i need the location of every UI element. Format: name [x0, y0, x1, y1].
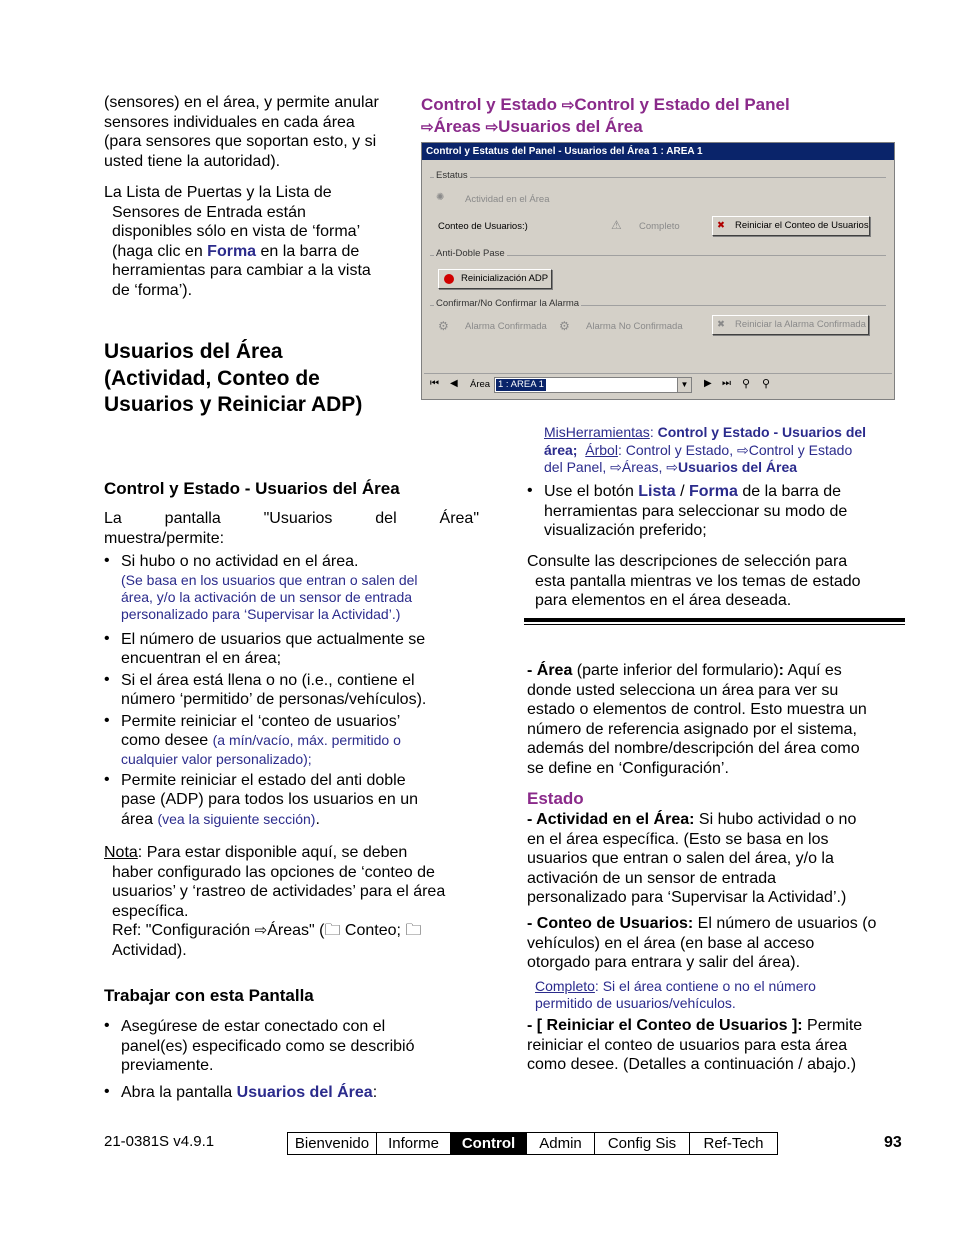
conteo-description: - Conteo de Usuarios: El número de usuarios (o vehículos) en el área (en base al acceso otorgado para entrara y salir del área).	[527, 915, 877, 971]
reinicializacion-adp-button[interactable]: Reinicialización ADP	[438, 269, 552, 289]
arrow-icon: ⇨	[666, 459, 678, 475]
lista-paragraph: La Lista de Puertas y la Lista de Sensores de Entrada están disponibles sólo en vista de ‘forma’ (haga clic en Forma en la barra de herramientas para cambiar a la vista de ‘forma’).	[104, 184, 371, 299]
subheading: Control y Estado - Usuarios del Área	[104, 479, 400, 498]
list-item: • Abra la pantalla Usuarios del Área:	[104, 1082, 378, 1101]
reiniciar-alarma-button[interactable]: ✖ Reiniciar la Alarma Confirmada	[712, 315, 869, 335]
previous-record-icon[interactable]: ◀	[450, 378, 458, 389]
dialog-title: Control y Estatus del Panel - Usuarios del Área 1 : AREA 1	[422, 143, 894, 160]
page-number: 93	[884, 1134, 902, 1151]
features-list	[104, 552, 474, 829]
warning-icon: ⚠	[611, 218, 622, 232]
list-item: • Si el área está llena o no (i.e., contiene el número ‘permitido’ de personas/vehículos).	[104, 670, 427, 708]
reset-icon: ✖	[717, 220, 725, 231]
tab-bienvenido[interactable]: Bienvenido	[288, 1133, 377, 1154]
completo-note: Completo: Si el área contiene o no el número permitido de usuarios/vehículos.	[535, 978, 816, 1011]
gear-icon: ⚙	[559, 319, 570, 333]
section-divider	[524, 618, 905, 622]
list-item: • Asegúrese de estar conectado con el panel(es) especificado como se describió previamente.	[104, 1017, 415, 1074]
nota-paragraph: Nota: Para estar disponible aquí, se deben haber configurado las opciones de ‘conteo de usuarios’ y ‘rastreo de actividades’ para el área específica. Ref: "Configuración ⇨Áreas" (🗀 Conteo; 🗀 Actividad).	[104, 844, 446, 959]
folder-icon: 🗀	[405, 922, 422, 939]
activity-icon: ✺	[436, 192, 445, 203]
next-record-icon[interactable]: ▶	[704, 378, 712, 389]
arrow-icon: ⇨	[561, 97, 575, 114]
find-icon[interactable]: ⚲	[762, 378, 771, 390]
navigation-path: Control y Estado ⇨Control y Estado del Panel ⇨Áreas ⇨Usuarios del Área	[421, 95, 790, 136]
arrow-icon: ⇨	[421, 118, 434, 136]
tab-ref-tech[interactable]: Ref-Tech	[703, 1135, 764, 1152]
tab-admin[interactable]: Admin	[527, 1133, 595, 1154]
list-item: • Permite reiniciar el estado del anti doble pase (ADP) para todos los usuarios en un área (vea la siguiente sección).	[104, 770, 419, 828]
tab-informe[interactable]: Informe	[377, 1133, 451, 1154]
arrow-icon: ⇨	[610, 459, 622, 475]
screen-description: La pantalla "Usuarios del Área" muestra/permite:	[104, 510, 479, 547]
estado-heading: Estado	[527, 789, 584, 808]
binoculars-icon[interactable]: ⚲	[742, 378, 751, 390]
confirmar-group: Confirmar/No Confirmar la Alarma	[430, 305, 886, 306]
arrow-icon: ⇨	[737, 441, 749, 458]
reiniciar-conteo-button[interactable]: ✖ Reiniciar el Conteo de Usuarios	[712, 216, 870, 236]
forma-link: Forma	[207, 242, 257, 260]
area-description: - Área (parte inferior del formulario): Aquí es donde usted selecciona un área para ver su estado o elementos de control. Esto muestra un número de referencia asignado por el sistema, además del nombre/descripción del área como se define en ‘Configuración’.	[527, 662, 867, 777]
arrow-icon: ⇨	[254, 922, 268, 939]
chevron-down-icon[interactable]: ▼	[677, 378, 691, 392]
arrow-icon: ⇨	[485, 118, 499, 136]
list-item: • Permite reiniciar el ‘conteo de usuarios’ como desee (a mín/vacío, máx. permitido o cualquier valor personalizado);	[104, 711, 401, 767]
navigation-toolbar: ⏮ ◀ Área 1 : AREA 1 ▼ ▶ ⏭ ⚲ ⚲	[424, 373, 892, 396]
gear-icon: ⚙	[438, 319, 449, 333]
consulte-paragraph: Consulte las descripciones de selección para esta pantalla mientras ve los temas de estado para elementos en el área deseada.	[527, 553, 861, 609]
last-record-icon[interactable]: ⏭	[722, 378, 731, 389]
chapter-navbar	[287, 1132, 778, 1155]
section-divider	[524, 624, 905, 625]
list-item: • Si hubo o no actividad en el área. (Se basa en los usuarios que entran o salen del área, y/o la activación de un sensor de entrada personalizado para ‘Supervisar la Actividad’.)	[104, 552, 418, 622]
usuarios-area-dialog: Control y Estatus del Panel - Usuarios del Área 1 : AREA 1 Estatus ✺ Actividad en el Área Conteo de Usuarios:) ⚠ Completo ✖ Reiniciar el Conteo de Usuarios Anti-Doble Pase Reinicialización ADP Confirmar/No Confirmar la Alarma ⚙ Alarma Confirmada ⚙ Alarma No Confirmada ✖ Reiniciar la Alarma Confirmada ⏮ ◀ Área 1 : AREA 1 ▼ ▶ ⏭ ⚲ ⚲	[421, 142, 895, 400]
list-item: • Use el botón Lista / Forma de la barra de herramientas para seleccionar su modo de visualización preferido;	[527, 482, 848, 539]
mis-herramientas-note: MisHerramientas: Control y Estado - Usuarios del área; Árbol: Control y Estado, ⇨Control y Estado del Panel, ⇨Áreas, ⇨Usuarios del Área	[544, 424, 867, 475]
list-item: • El número de usuarios que actualmente se encuentran el en área;	[104, 629, 426, 667]
tab-config-sis[interactable]: Config Sis	[595, 1133, 690, 1154]
tab-control[interactable]: Control	[451, 1133, 527, 1154]
folder-icon: 🗀	[324, 922, 341, 939]
reiniciar-description: - [ Reiniciar el Conteo de Usuarios ]: Permite reiniciar el conteo de usuarios para esta área como desee. (Detalles a continuación / abajo.)	[527, 1017, 863, 1073]
intro-paragraph: (sensores) en el área, y permite anular sensores individuales en cada área (para sensores que soportan esto, y si usted tiene la autoridad).	[104, 94, 379, 170]
actividad-description: - Actividad en el Área: Si hubo actividad o no en el área específica. (Esto se basa en los usuarios que entran o salen del área, y/o la activación de un sensor de entrada personalizado para ‘Supervisar la Actividad’.)	[527, 811, 857, 906]
antidoble-group: Anti-Doble Pase	[430, 255, 886, 256]
trabajar-heading: Trabajar con esta Pantalla	[104, 986, 314, 1005]
trabajar-list	[104, 1017, 474, 1102]
document-id: 21-0381S v4.9.1	[104, 1133, 215, 1150]
reset-icon: ✖	[717, 319, 725, 330]
section-heading: Usuarios del Área (Actividad, Conteo de Usuarios y Reiniciar ADP)	[104, 340, 363, 416]
red-dot-icon	[444, 274, 454, 284]
estatus-group: Estatus	[430, 177, 886, 178]
area-select[interactable]: 1 : AREA 1 ▼	[494, 377, 692, 393]
first-record-icon[interactable]: ⏮	[430, 378, 439, 389]
